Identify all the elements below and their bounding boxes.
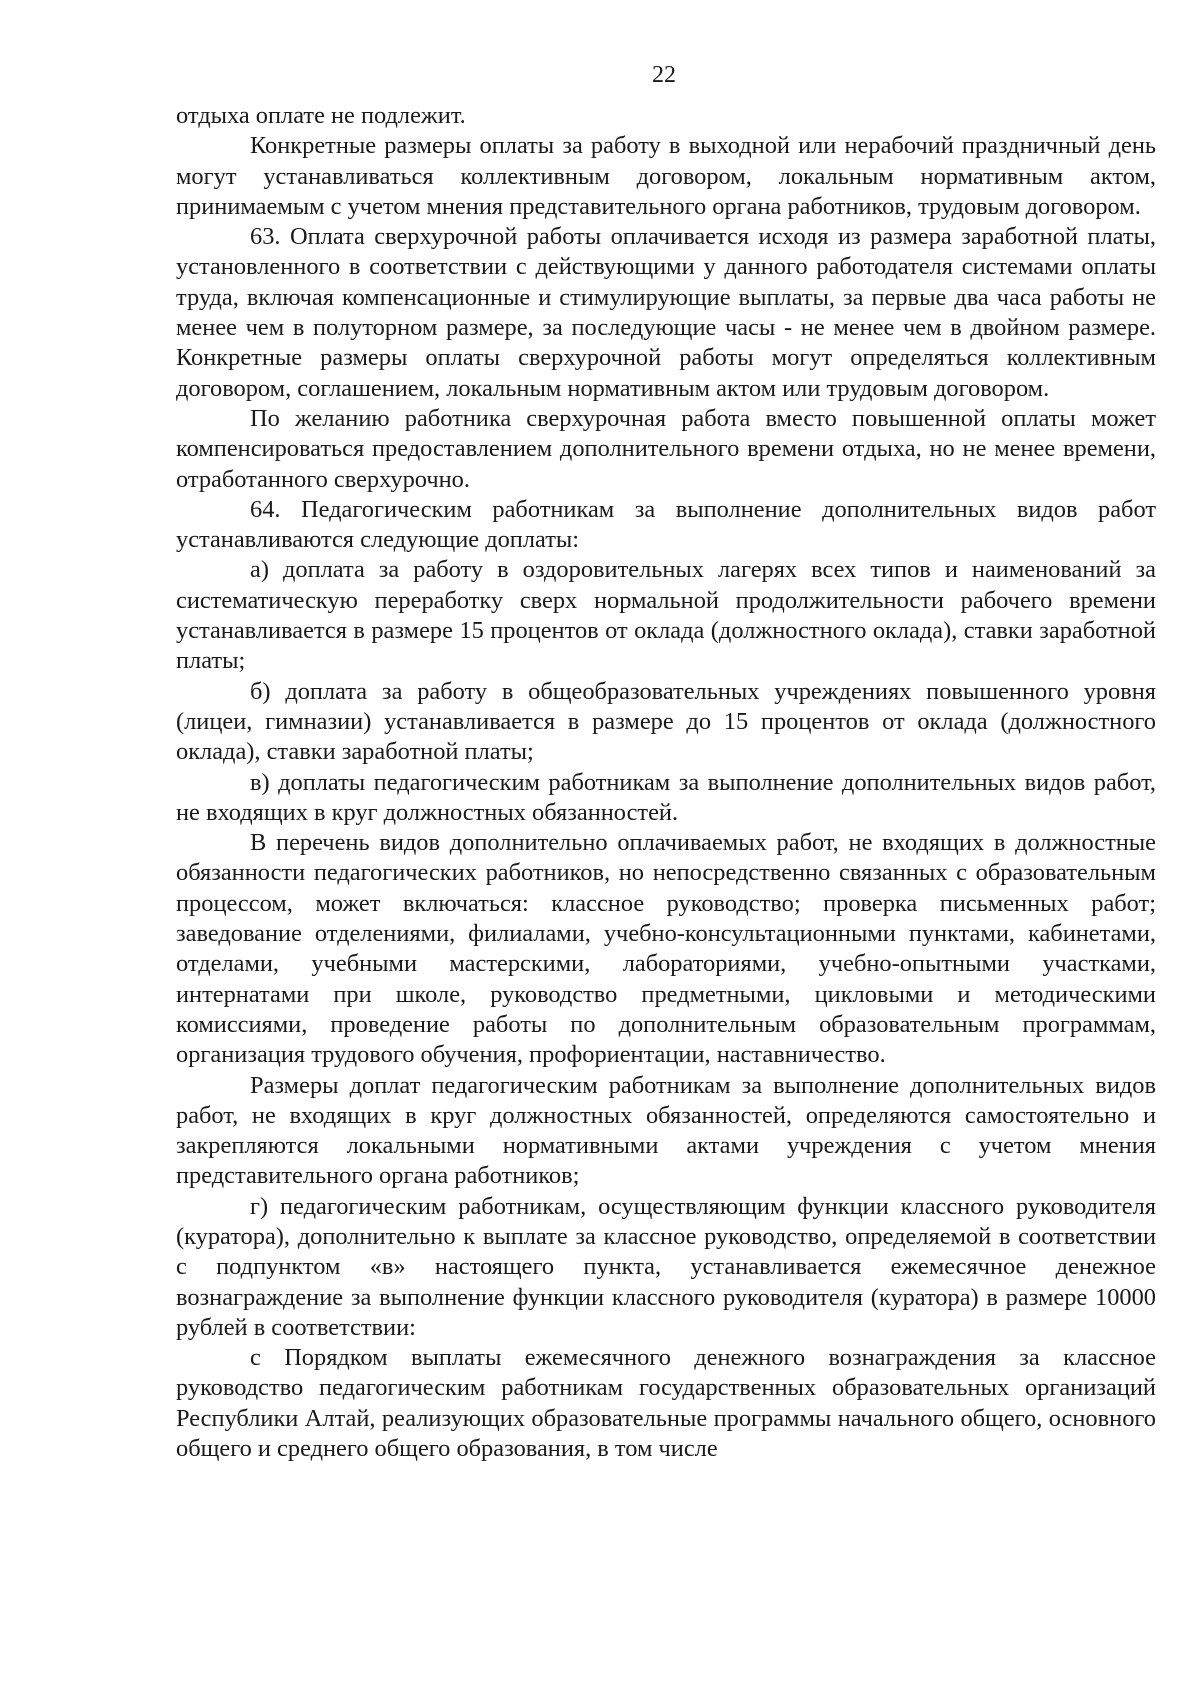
page-number: 22	[652, 62, 676, 88]
paragraph-work-list: В перечень видов дополнительно оплачиваемых работ, не входящих в должностные обязанности педагогических работников, но непосредственно связанных с образовательным процессом, может включаться: классное руководство; проверка письменных работ; заведование отделениями, филиалами, учебно-консультационными пунктами, кабинетами, отделами, учебными мастерскими, лабораториями, учебно-опытными участками, интернатами при школе, руководство предметными, цикловыми и методическими комиссиями, проведение работы по дополнительным образовательным программам, организация трудового обучения, профориентации, наставничество.	[176, 829, 1156, 1069]
paragraph-item-g: г) педагогическим работникам, осуществляющим функции классного руководителя (куратора), дополнительно к выплате за классное руководство, определяемой в соответствии с подпунктом «в» настоящего пункта, устанавливается ежемесячное денежное вознаграждение за выполнение функции классного руководителя (куратора) в размере 10000 рублей в соответствии:	[176, 1192, 1156, 1341]
paragraph-item-a: а) доплата за работу в оздоровительных лагерях всех типов и наименований за систематическую переработку сверх нормальной продолжительности рабочего времени устанавливается в размере 15 процентов от оклада (должностного оклада), ставки заработной платы;	[176, 556, 1156, 675]
paragraph-63-overtime: 63. Оплата сверхурочной работы оплачивается исходя из размера заработной платы, установленного в соответствии с действующими у данного работодателя системами оплаты труда, включая компенсационные и стимулирующие выплаты, за первые два часа работы не менее чем в полуторном размере, за последующие часы - не менее чем в двойном размере. Конкретные размеры оплаты сверхурочной работы могут определяться коллективным договором, соглашением, локальным нормативным актом или трудовым договором.	[176, 223, 1156, 402]
paragraph-additional-pay-sizes: Размеры доплат педагогическим работникам за выполнение дополнительных видов работ, не входящих в круг должностных обязанностей, определяются самостоятельно и закрепляются локальными нормативными актами учреждения с учетом мнения представительного органа работников;	[176, 1071, 1156, 1190]
paragraph-64-intro: 64. Педагогическим работникам за выполнение дополнительных видов работ устанавливаются следующие доплаты:	[176, 495, 1156, 554]
document-body	[176, 101, 1156, 1464]
paragraph-item-b: б) доплата за работу в общеобразовательных учреждениях повышенного уровня (лицеи, гимназии) устанавливается в размере до 15 процентов от оклада (должностного оклада), ставки заработной платы;	[176, 677, 1156, 766]
paragraph-procedure: с Порядком выплаты ежемесячного денежного вознаграждения за классное руководство педагогическим работникам государственных образовательных организаций Республики Алтай, реализующих образовательные программы начального общего, основного общего и среднего общего образования, в том числе	[176, 1344, 1156, 1463]
paragraph-item-v: в) доплаты педагогическим работникам за выполнение дополнительных видов работ, не входящих в круг должностных обязанностей.	[176, 768, 1156, 826]
paragraph-holiday-pay: Конкретные размеры оплаты за работу в выходной или нерабочий праздничный день могут устанавливаться коллективным договором, локальным нормативным актом, принимаемым с учетом мнения представительного органа работников, трудовым договором.	[176, 132, 1156, 220]
paragraph-overtime-compensation: По желанию работника сверхурочная работа вместо повышенной оплаты может компенсироваться предоставлением дополнительного времени отдыха, но не менее времени, отработанного сверхурочно.	[176, 404, 1156, 493]
paragraph-continuation: отдыха оплате не подлежит.	[176, 102, 466, 129]
